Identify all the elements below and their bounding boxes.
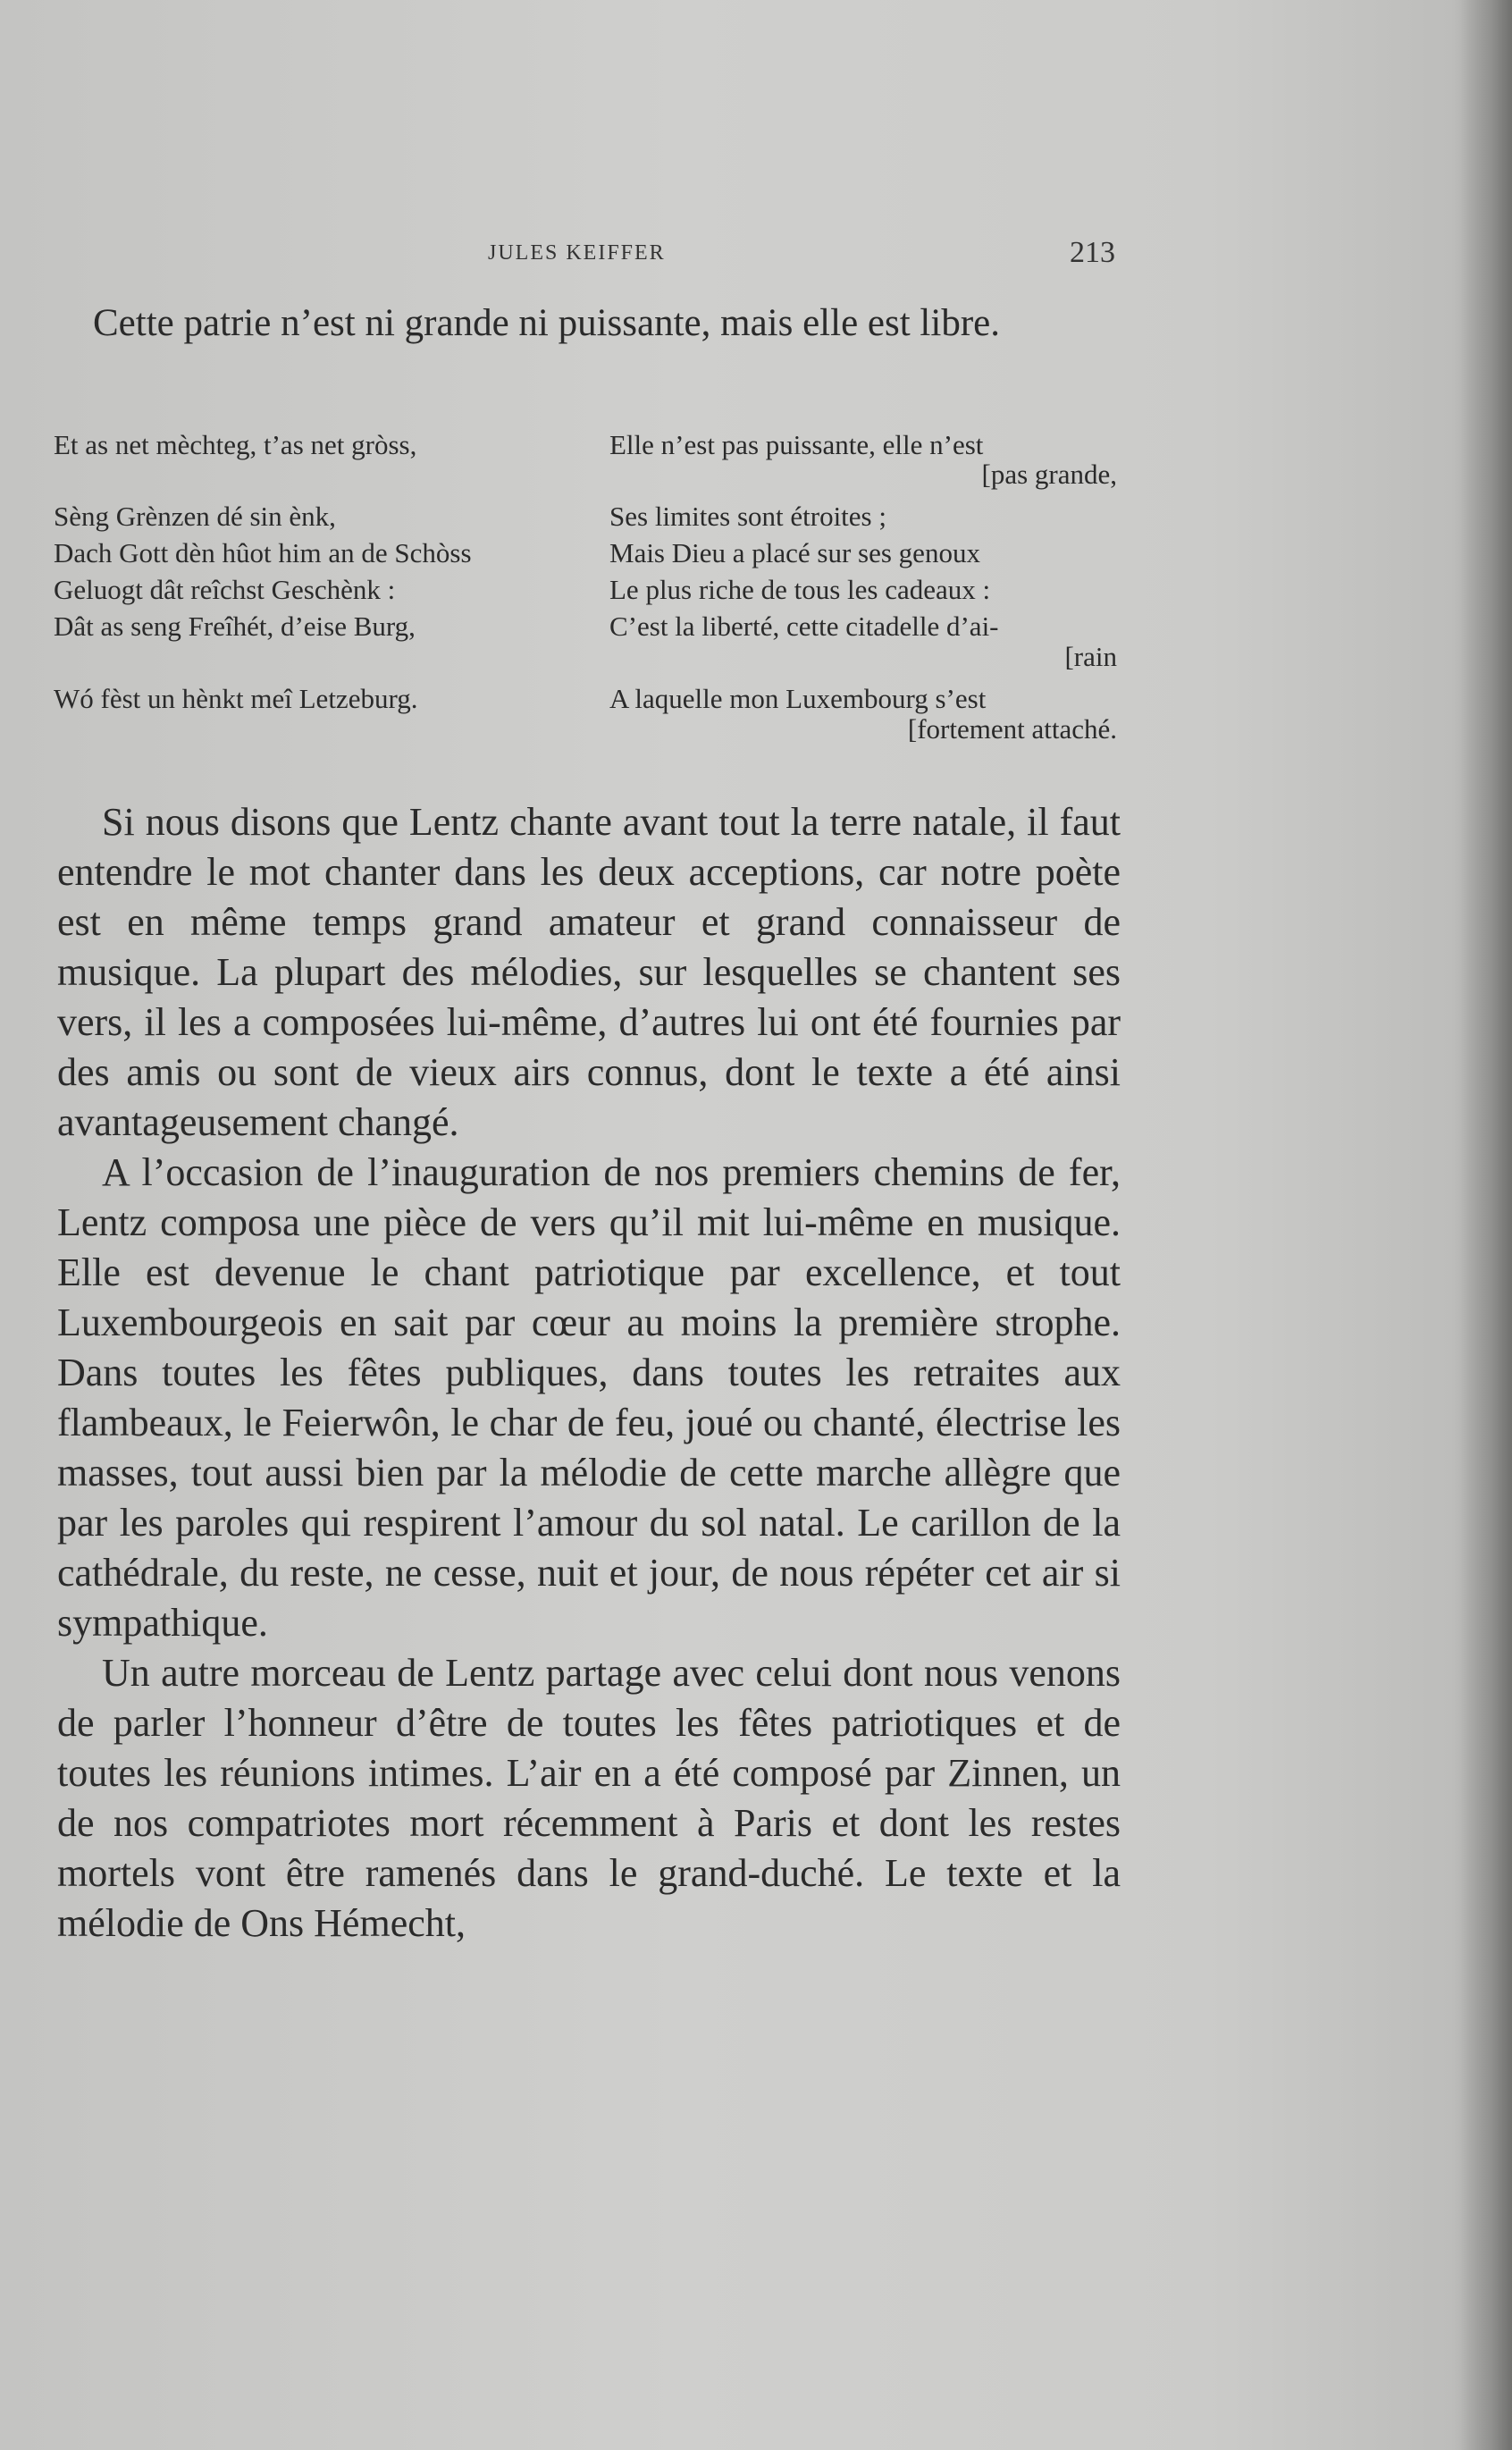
poem-two-column [54,427,1117,749]
poem-line-fr: Le plus riche de tous les cadeaux : [609,574,991,605]
body-text [57,797,1121,1949]
intro-paragraph: Cette patrie n’est ni grande ni puissante, mais elle est libre. [93,302,1000,344]
poem-line-lux: Sèng Grènzen dé sin ènk, [54,501,336,532]
poem-line-lux: Dât as seng Freîhét, d’eise Burg, [54,610,416,642]
poem-line-fr: Ses limites sont étroites ; [609,501,886,532]
poem-line-fr: Mais Dieu a placé sur ses genoux [609,537,980,568]
body-paragraph: Un autre morceau de Lentz partage avec celui dont nous venons de parler l’honneur d’être de toutes les fêtes patriotiques et de toutes les réunions intimes. L’air en a été composé par Zinnen, un de nos compatriotes mort récemment à Paris et dont les restes mortels vont être ramenés dans le grand-duché. Le texte et la mélodie de Ons Hémecht, [57,1651,1121,1945]
poem-line-fr-continuation: [pas grande, [981,459,1117,490]
poem-line-lux: Wó fèst un hènkt meî Letzeburg. [54,683,418,714]
running-head-author: JULES KEIFFER [488,241,666,265]
poem-line-fr: C’est la liberté, cette citadelle d’ai- [609,610,999,642]
poem-line-lux: Et as net mèchteg, t’as net gròss, [54,429,417,460]
body-paragraph: A l’occasion de l’inauguration de nos premiers chemins de fer, Lentz composa une pièce de vers qu’il mit lui-même en musique. Elle est devenue le chant patriotique par excellence, et tout Luxembourgeois en sait par cœur au moins la première strophe. Dans toutes les fêtes publiques, dans toutes les retraites aux flambeaux, le Feierwôn, le char de feu, joué ou chanté, électrise les masses, tout aussi bien par la mélodie de cette marche allègre que par les paroles qui respirent l’amour du sol natal. Le carillon de la cathédrale, du reste, ne cesse, nuit et jour, de nous répéter cet air si sympathique. [57,1150,1121,1645]
page-number: 213 [1070,236,1115,269]
poem-line-lux: Geluogt dât reîchst Geschènk : [54,574,396,605]
body-paragraph: Si nous disons que Lentz chante avant tout la terre natale, il faut entendre le mot chanter dans les deux acceptions, car notre poète est en même temps grand amateur et grand connaisseur de musique. La plupart des mélodies, sur lesquelles se chantent ses vers, il les a composées lui-même, d’autres lui ont été fournies par des amis ou sont de vieux airs connus, dont le texte a été ainsi avantageusement changé. [57,800,1121,1144]
poem-line-fr: Elle n’est pas puissante, elle n’est [609,429,984,460]
poem-line-fr-continuation: [rain [1064,641,1117,672]
poem-line-fr: A laquelle mon Luxembourg s’est [609,683,987,714]
poem-line-lux: Dach Gott dèn hûot him an de Schòss [54,537,472,568]
running-head [59,236,1115,272]
poem-line-fr-continuation: [fortement attaché. [907,713,1117,745]
page-edge-shadow [1460,0,1512,2450]
